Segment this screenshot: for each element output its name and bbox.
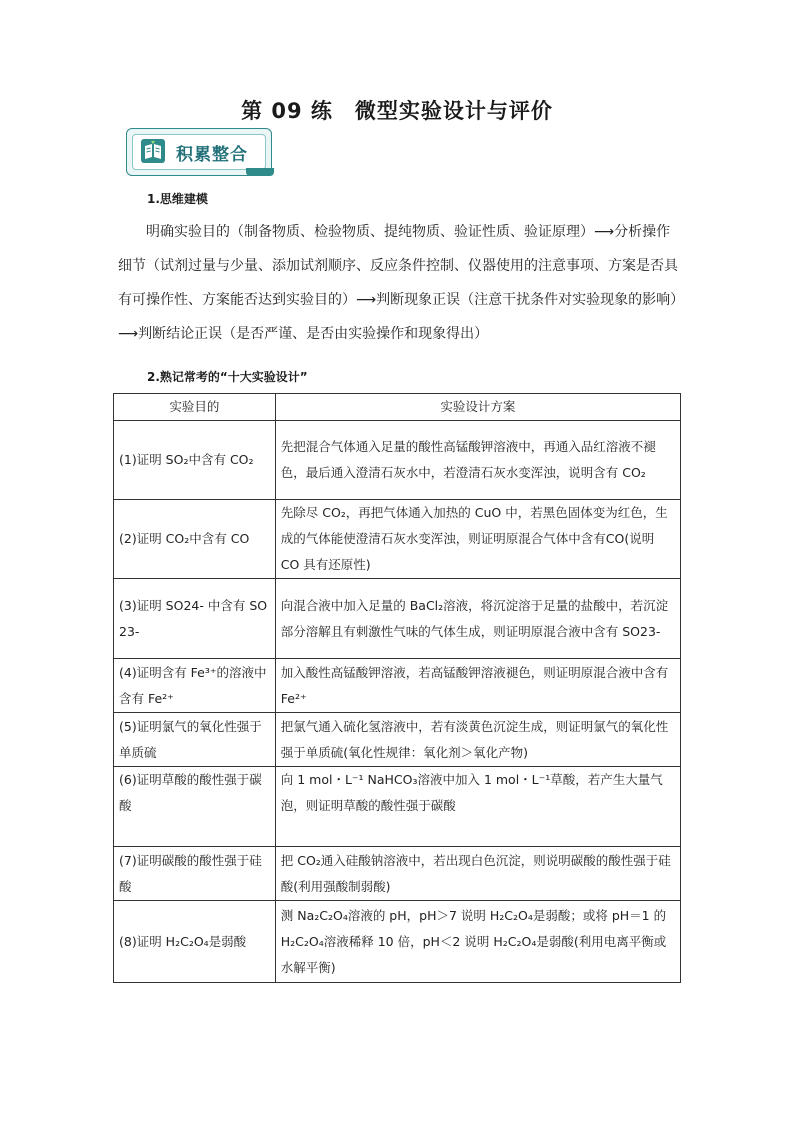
title-prefix: 第 09 练 [241, 99, 333, 123]
table-row [114, 421, 681, 500]
row-goal: (2)证明 CO₂中含有 CO [114, 500, 276, 579]
table-row [114, 901, 681, 983]
table-row [114, 847, 681, 901]
row-goal: (3)证明 SO24- 中含有 SO 23- [114, 579, 276, 659]
row-scheme: 把氯气通入硫化氢溶液中，若有淡黄色沉淀生成，则证明氯气的氧化性强于单质硫(氧化性规律：氧化剂＞氧化产物) [275, 713, 680, 767]
book-icon [140, 138, 166, 164]
row-scheme: 测 Na₂C₂O₄溶液的 pH，pH＞7 说明 H₂C₂O₄是弱酸；或将 pH＝1 的 H₂C₂O₄溶液稀释 10 倍，pH＜2 说明 H₂C₂O₄是弱酸(利用电离平衡或水解平衡) [275, 901, 680, 983]
table-row [114, 713, 681, 767]
badge-label: 积累整合 [176, 145, 248, 165]
page-title [0, 95, 794, 125]
thinking-model-paragraph [118, 215, 678, 351]
section-heading-ten-designs: 2.熟记常考的“十大实验设计” [147, 370, 308, 384]
table-header-row [114, 394, 681, 421]
paragraph-text: 明确实验目的（制备物质、检验物质、提纯物质、验证性质、验证原理）⟶分析操作细节（试剂过量与少量、添加试剂顺序、反应条件控制、仪器使用的注意事项、方案是否具有可操作性、方案能否达到实验目的）⟶判断现象正误（注意干扰条件对实验现象的影响）⟶判断结论正误（是否严谨、是否由实验操作和现象得出） [118, 224, 678, 342]
table-row [114, 659, 681, 713]
row-goal: (6)证明草酸的酸性强于碳酸 [114, 767, 276, 847]
row-scheme: 先除尽 CO₂，再把气体通入加热的 CuO 中，若黑色固体变为红色，生成的气体能使澄清石灰水变浑浊，则证明原混合气体中含有CO(说明 CO 具有还原性) [275, 500, 680, 579]
header-goal: 实验目的 [114, 394, 276, 421]
row-scheme: 把 CO₂通入硅酸钠溶液中，若出现白色沉淀，则说明碳酸的酸性强于硅酸(利用强酸制弱酸) [275, 847, 680, 901]
section-badge [126, 128, 272, 176]
experiment-design-table [113, 393, 681, 983]
header-scheme: 实验设计方案 [275, 394, 680, 421]
table-row [114, 767, 681, 847]
row-goal: (7)证明碳酸的酸性强于硅酸 [114, 847, 276, 901]
title-main: 微型实验设计与评价 [354, 99, 553, 123]
row-goal: (1)证明 SO₂中含有 CO₂ [114, 421, 276, 500]
row-scheme: 先把混合气体通入足量的酸性高锰酸钾溶液中，再通入品红溶液不褪色，最后通入澄清石灰水中，若澄清石灰水变浑浊，说明含有 CO₂ [275, 421, 680, 500]
table-row [114, 579, 681, 659]
row-scheme: 向 1 mol・L⁻¹ NaHCO₃溶液中加入 1 mol・L⁻¹草酸，若产生大量气泡，则证明草酸的酸性强于碳酸 [275, 767, 680, 847]
table-row [114, 500, 681, 579]
row-scheme: 加入酸性高锰酸钾溶液，若高锰酸钾溶液褪色，则证明原混合液中含有 Fe²⁺ [275, 659, 680, 713]
row-goal: (4)证明含有 Fe³⁺的溶液中含有 Fe²⁺ [114, 659, 276, 713]
row-goal: (8)证明 H₂C₂O₄是弱酸 [114, 901, 276, 983]
row-goal: (5)证明氯气的氧化性强于单质硫 [114, 713, 276, 767]
section-heading-thinking-model: 1.思维建模 [147, 192, 208, 206]
row-scheme: 向混合液中加入足量的 BaCl₂溶液，将沉淀溶于足量的盐酸中，若沉淀部分溶解且有刺激性气味的气体生成，则证明原混合液中含有 SO23- [275, 579, 680, 659]
